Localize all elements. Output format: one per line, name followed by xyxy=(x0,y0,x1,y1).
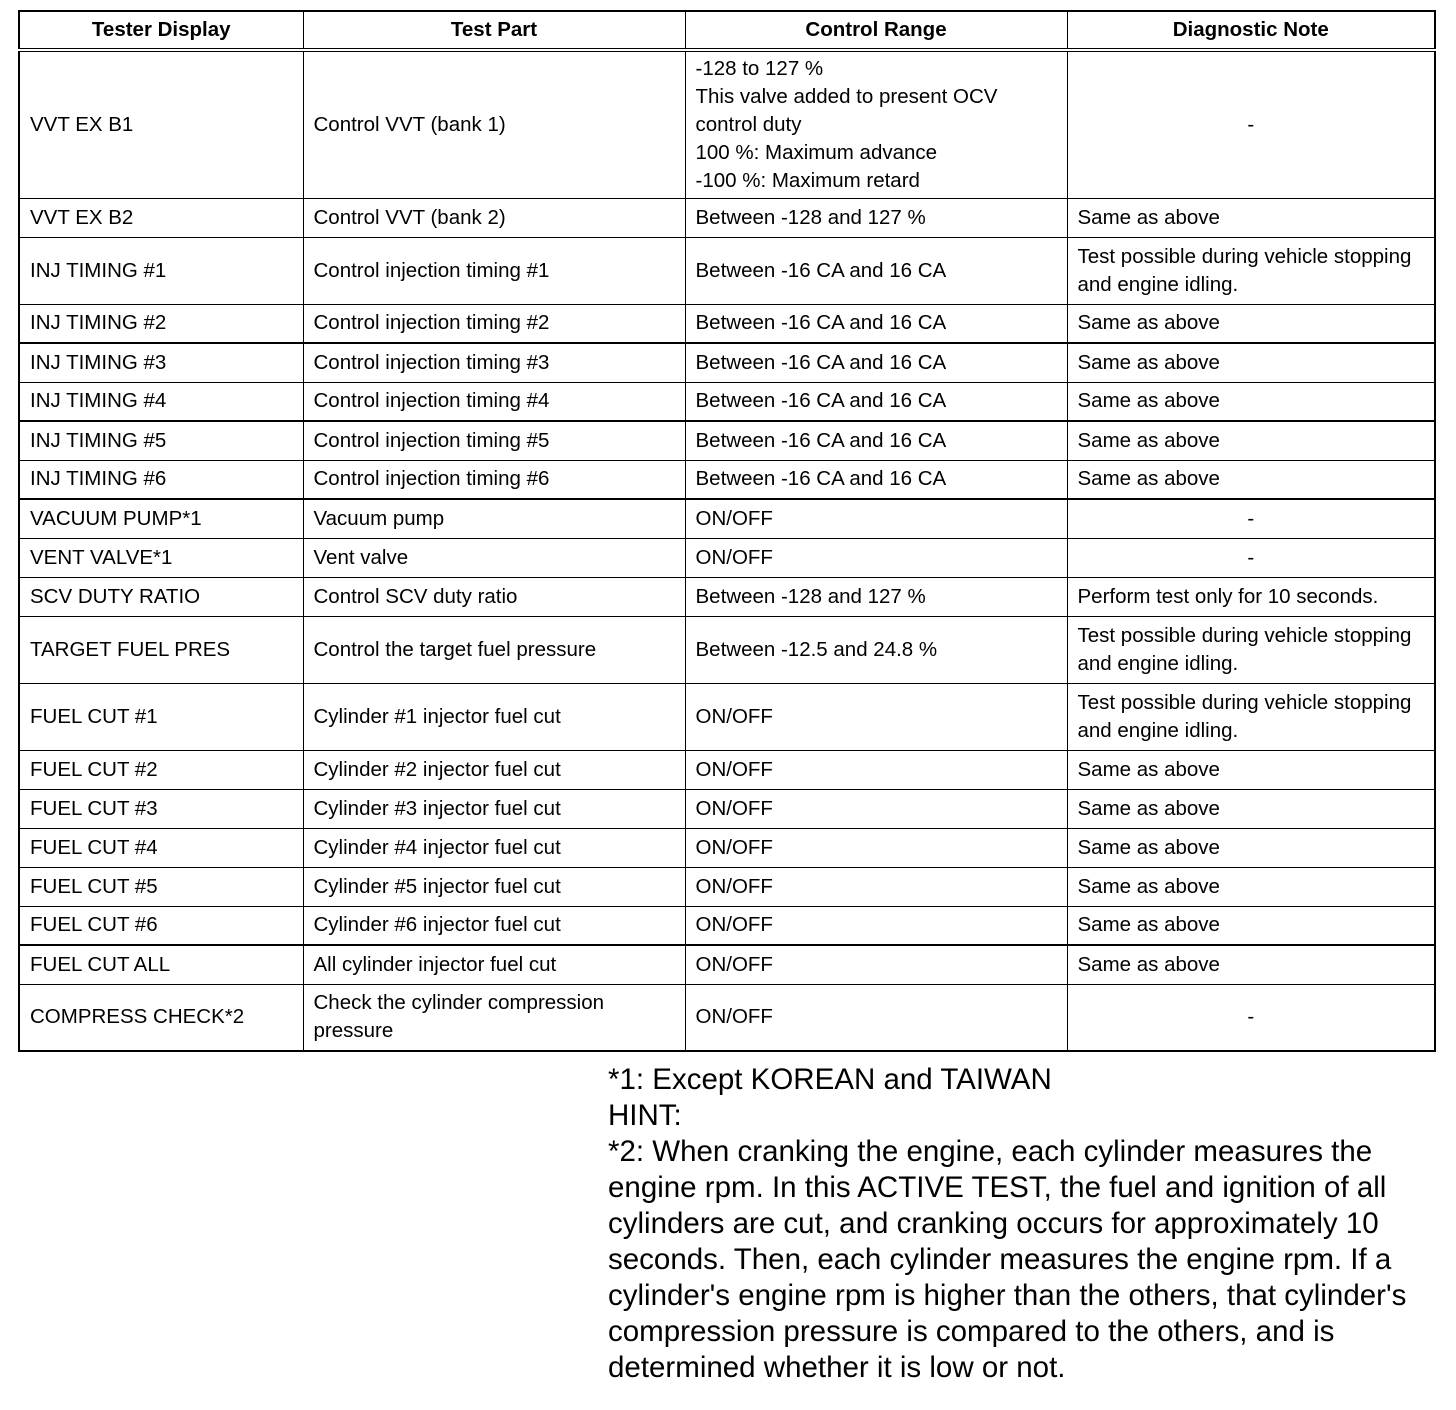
cell-control-range: ON/OFF xyxy=(685,538,1067,577)
table-row xyxy=(19,945,1435,984)
footnote-1: *1: Except KOREAN and TAIWAN xyxy=(608,1063,1052,1096)
cell-test-part: Cylinder #1 injector fuel cut xyxy=(303,683,685,750)
header-tester-display: Tester Display xyxy=(19,11,303,50)
cell-tester-display: FUEL CUT #1 xyxy=(19,683,303,750)
cell-tester-display: COMPRESS CHECK*2 xyxy=(19,984,303,1051)
cell-diagnostic-note: Same as above xyxy=(1067,382,1435,421)
cell-diagnostic-note: Test possible during vehicle stopping and engine idling. xyxy=(1067,683,1435,750)
table-row xyxy=(19,382,1435,421)
cell-test-part: Control SCV duty ratio xyxy=(303,577,685,616)
cell-diagnostic-note: Same as above xyxy=(1067,906,1435,945)
cell-control-range: ON/OFF xyxy=(685,499,1067,538)
cell-tester-display: INJ TIMING #2 xyxy=(19,304,303,343)
table-row xyxy=(19,538,1435,577)
cell-diagnostic-note: Perform test only for 10 seconds. xyxy=(1067,577,1435,616)
cell-diagnostic-note: Same as above xyxy=(1067,198,1435,237)
cell-test-part: Cylinder #2 injector fuel cut xyxy=(303,750,685,789)
cell-tester-display: FUEL CUT #2 xyxy=(19,750,303,789)
cell-tester-display: INJ TIMING #3 xyxy=(19,343,303,382)
cell-test-part: Control injection timing #5 xyxy=(303,421,685,460)
cell-tester-display: FUEL CUT #6 xyxy=(19,906,303,945)
cell-tester-display: INJ TIMING #6 xyxy=(19,460,303,499)
cell-control-range: ON/OFF xyxy=(685,906,1067,945)
table-row xyxy=(19,683,1435,750)
cell-control-range: ON/OFF xyxy=(685,828,1067,867)
table-row xyxy=(19,750,1435,789)
cell-test-part: Cylinder #5 injector fuel cut xyxy=(303,867,685,906)
cell-tester-display: FUEL CUT #5 xyxy=(19,867,303,906)
cell-control-range: ON/OFF xyxy=(685,683,1067,750)
cell-tester-display: VVT EX B1 xyxy=(19,50,303,198)
table-row xyxy=(19,828,1435,867)
table-header-row xyxy=(19,11,1435,50)
cell-control-range: Between -16 CA and 16 CA xyxy=(685,460,1067,499)
cell-control-range: ON/OFF xyxy=(685,789,1067,828)
cell-tester-display: TARGET FUEL PRES xyxy=(19,616,303,683)
cell-tester-display: INJ TIMING #4 xyxy=(19,382,303,421)
table-row xyxy=(19,789,1435,828)
cell-diagnostic-note: Same as above xyxy=(1067,460,1435,499)
table-row xyxy=(19,499,1435,538)
cell-control-range: Between -16 CA and 16 CA xyxy=(685,382,1067,421)
cell-diagnostic-note: Same as above xyxy=(1067,343,1435,382)
table-row xyxy=(19,867,1435,906)
cell-control-range: ON/OFF xyxy=(685,945,1067,984)
cell-test-part: Control injection timing #1 xyxy=(303,237,685,304)
cell-diagnostic-note: Same as above xyxy=(1067,421,1435,460)
footnotes xyxy=(608,1062,1438,1386)
cell-tester-display: FUEL CUT #4 xyxy=(19,828,303,867)
table-row xyxy=(19,460,1435,499)
cell-test-part: Check the cylinder compression pressure xyxy=(303,984,685,1051)
cell-control-range: Between -128 and 127 % xyxy=(685,577,1067,616)
cell-test-part: Control injection timing #6 xyxy=(303,460,685,499)
cell-diagnostic-note: Same as above xyxy=(1067,945,1435,984)
cell-test-part: Cylinder #6 injector fuel cut xyxy=(303,906,685,945)
cell-control-range: ON/OFF xyxy=(685,984,1067,1051)
cell-diagnostic-note: Same as above xyxy=(1067,867,1435,906)
cell-test-part: All cylinder injector fuel cut xyxy=(303,945,685,984)
cell-tester-display: FUEL CUT ALL xyxy=(19,945,303,984)
table-row xyxy=(19,343,1435,382)
cell-tester-display: INJ TIMING #1 xyxy=(19,237,303,304)
table-row xyxy=(19,616,1435,683)
table-row xyxy=(19,906,1435,945)
cell-control-range: Between -16 CA and 16 CA xyxy=(685,237,1067,304)
cell-diagnostic-note: - xyxy=(1067,50,1435,198)
table-row xyxy=(19,198,1435,237)
cell-diagnostic-note: Same as above xyxy=(1067,304,1435,343)
cell-test-part: Control injection timing #4 xyxy=(303,382,685,421)
cell-control-range: ON/OFF xyxy=(685,750,1067,789)
cell-diagnostic-note: Same as above xyxy=(1067,828,1435,867)
cell-tester-display: VENT VALVE*1 xyxy=(19,538,303,577)
cell-control-range: Between -16 CA and 16 CA xyxy=(685,304,1067,343)
active-test-table xyxy=(18,10,1436,1052)
table-row xyxy=(19,421,1435,460)
cell-control-range: Between -16 CA and 16 CA xyxy=(685,421,1067,460)
cell-control-range: Between -16 CA and 16 CA xyxy=(685,343,1067,382)
cell-test-part: Vacuum pump xyxy=(303,499,685,538)
cell-test-part: Cylinder #4 injector fuel cut xyxy=(303,828,685,867)
table-row xyxy=(19,304,1435,343)
cell-test-part: Vent valve xyxy=(303,538,685,577)
footnote-2: *2: When cranking the engine, each cylinder measures the engine rpm. In this ACTIVE TEST, the fuel and ignition of all cylinders are cut, and cranking occurs for approximately 10 seconds. Then, each cylinder measures the engine rpm. If a cylinder's engine rpm is higher than the others, that cylinder's compression pressure is compared to the others, and is determined whether it is low or not. xyxy=(608,1135,1407,1384)
cell-tester-display: INJ TIMING #5 xyxy=(19,421,303,460)
cell-tester-display: VVT EX B2 xyxy=(19,198,303,237)
header-control-range: Control Range xyxy=(685,11,1067,50)
cell-test-part: Control injection timing #2 xyxy=(303,304,685,343)
cell-tester-display: VACUUM PUMP*1 xyxy=(19,499,303,538)
header-diagnostic-note: Diagnostic Note xyxy=(1067,11,1435,50)
table-row xyxy=(19,984,1435,1051)
cell-diagnostic-note: - xyxy=(1067,499,1435,538)
cell-diagnostic-note: Same as above xyxy=(1067,750,1435,789)
cell-control-range: ON/OFF xyxy=(685,867,1067,906)
cell-diagnostic-note: - xyxy=(1067,984,1435,1051)
cell-diagnostic-note: Test possible during vehicle stopping and engine idling. xyxy=(1067,237,1435,304)
cell-diagnostic-note: Same as above xyxy=(1067,789,1435,828)
cell-diagnostic-note: - xyxy=(1067,538,1435,577)
cell-control-range: Between -128 and 127 % xyxy=(685,198,1067,237)
cell-test-part: Control VVT (bank 2) xyxy=(303,198,685,237)
header-test-part: Test Part xyxy=(303,11,685,50)
hint-label: HINT: xyxy=(608,1099,682,1132)
cell-tester-display: FUEL CUT #3 xyxy=(19,789,303,828)
cell-test-part: Control VVT (bank 1) xyxy=(303,50,685,198)
table-row xyxy=(19,237,1435,304)
cell-control-range: -128 to 127 % This valve added to present OCV control duty 100 %: Maximum advance -100 %: Maximum retard xyxy=(685,50,1067,198)
cell-test-part: Control the target fuel pressure xyxy=(303,616,685,683)
table-row xyxy=(19,50,1435,198)
cell-diagnostic-note: Test possible during vehicle stopping and engine idling. xyxy=(1067,616,1435,683)
cell-control-range: Between -12.5 and 24.8 % xyxy=(685,616,1067,683)
cell-test-part: Cylinder #3 injector fuel cut xyxy=(303,789,685,828)
table-row xyxy=(19,577,1435,616)
cell-tester-display: SCV DUTY RATIO xyxy=(19,577,303,616)
cell-test-part: Control injection timing #3 xyxy=(303,343,685,382)
